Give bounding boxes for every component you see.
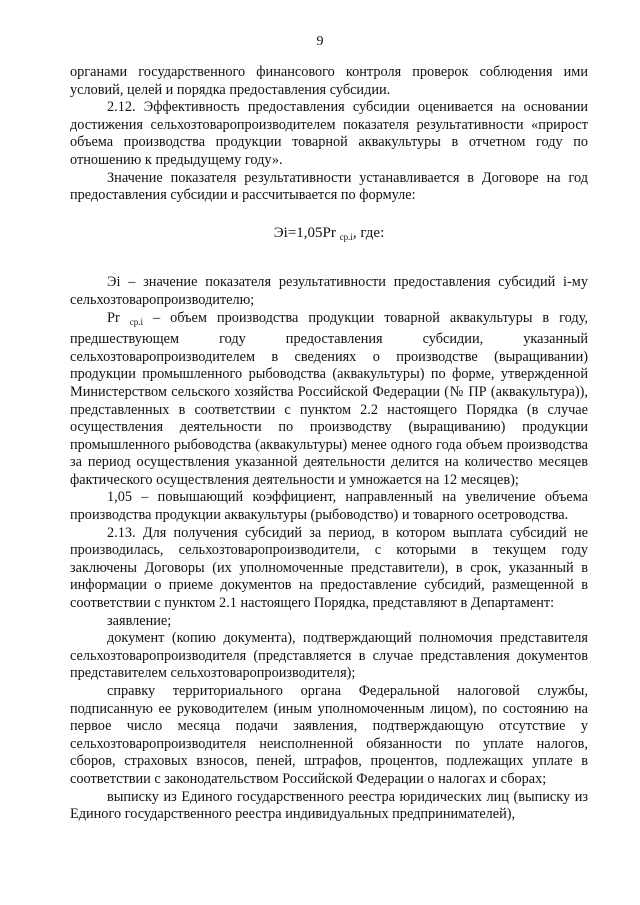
paragraph-coefficient: 1,05 – повышающий коэффициент, направленный на увеличение объема производства продукции аквакультуры (рыбоводство) и товарного осетроводства. — [70, 489, 588, 524]
list-item-tax-certificate: справку территориального органа Федеральной налоговой службы, подписанную ее руководителем (иным уполномоченным лицом), по состоянию на первое число месяца подачи заявления, подтверждающую отсутствие у сельхозтоваропроизводителя неисполненной обязанности по уплате налогов, сборов, страховых взносов, пеней, штрафов, процентов, подлежащих уплате в соответствии с законодательством Российской Федерации о налогах и сборах; — [70, 683, 588, 787]
paragraph-ei-definition: Эi – значение показателя результативности предоставления субсидий i-му сельхозтоваропроизводителю; — [70, 274, 588, 308]
formula-suffix: , где: — [352, 224, 385, 241]
paragraph-2-13: 2.13. Для получения субсидий за период, в котором выплата субсидий не производилась, сельхозтоваропроизводители, с которыми в текущем году заключены Договоры (их уполномоченные представители), в срок, указанный в информации о приеме документов на предоставление субсидий, размещенной в соответствии с пунктом 2.1 настоящего Порядка, представляют в Департамент: — [70, 524, 588, 612]
pr-definition-text: – объем производства продукции товарной аквакультуры в году, предшествующем году предоставления субсидии, указанный сельхозтоваропроизводителем в сведениях о производстве (выращивании) продукции промышленного рыбоводства (аквакультуры) по форме, утвержденной Министерством сельского хозяйства Российской Федерации (№ ПР (аквакультура)), представленных в соответствии с пунктом 2.2 настоящего Порядка (в случае осуществления деятельности по производству (выращиванию) продукции промышленного рыбоводства (аквакультуры) менее одного года объем производства за период осуществления указанной деятельности делится на количество месяцев фактического осуществления деятельности и умножается на 12 месяцев); — [70, 309, 588, 488]
paragraph-continuation: органами государственного финансового контроля проверок соблюдения ими условий, целей и порядка предоставления субсидии. — [70, 64, 588, 98]
formula — [70, 225, 588, 247]
page-number: 9 — [316, 34, 324, 49]
formula-subscript: ср.i — [339, 231, 353, 242]
pr-term-subscript: ср.i — [129, 316, 143, 327]
paragraph-pr-definition — [70, 310, 588, 490]
paragraph-2-12: 2.12. Эффективность предоставления субсидии оценивается на основании достижения сельхозтоваропроизводителем показателя результативности «прирост объема производства продукции товарной аквакультуры в отчетном году по отношению к предыдущему году». — [70, 99, 588, 168]
list-item-registry-extract: выписку из Единого государственного реестра юридических лиц (выписку из Единого государственного реестра индивидуальных предпринимателей), — [70, 788, 588, 823]
list-item-authority-document: документ (копию документа), подтверждающий полномочия представителя сельхозтоваропроизводителя (представляется в случае представления документов представителем сельхозтоваропроизводителя); — [70, 630, 588, 682]
paragraph-indicator-value: Значение показателя результативности устанавливается в Договоре на год предоставления субсидии и рассчитывается по формуле: — [70, 169, 588, 204]
formula-main: Эi=1,05Pr — [273, 224, 340, 241]
pr-term: Pr — [107, 309, 130, 326]
document-body — [70, 64, 588, 824]
list-item-application: заявление; — [107, 612, 172, 629]
